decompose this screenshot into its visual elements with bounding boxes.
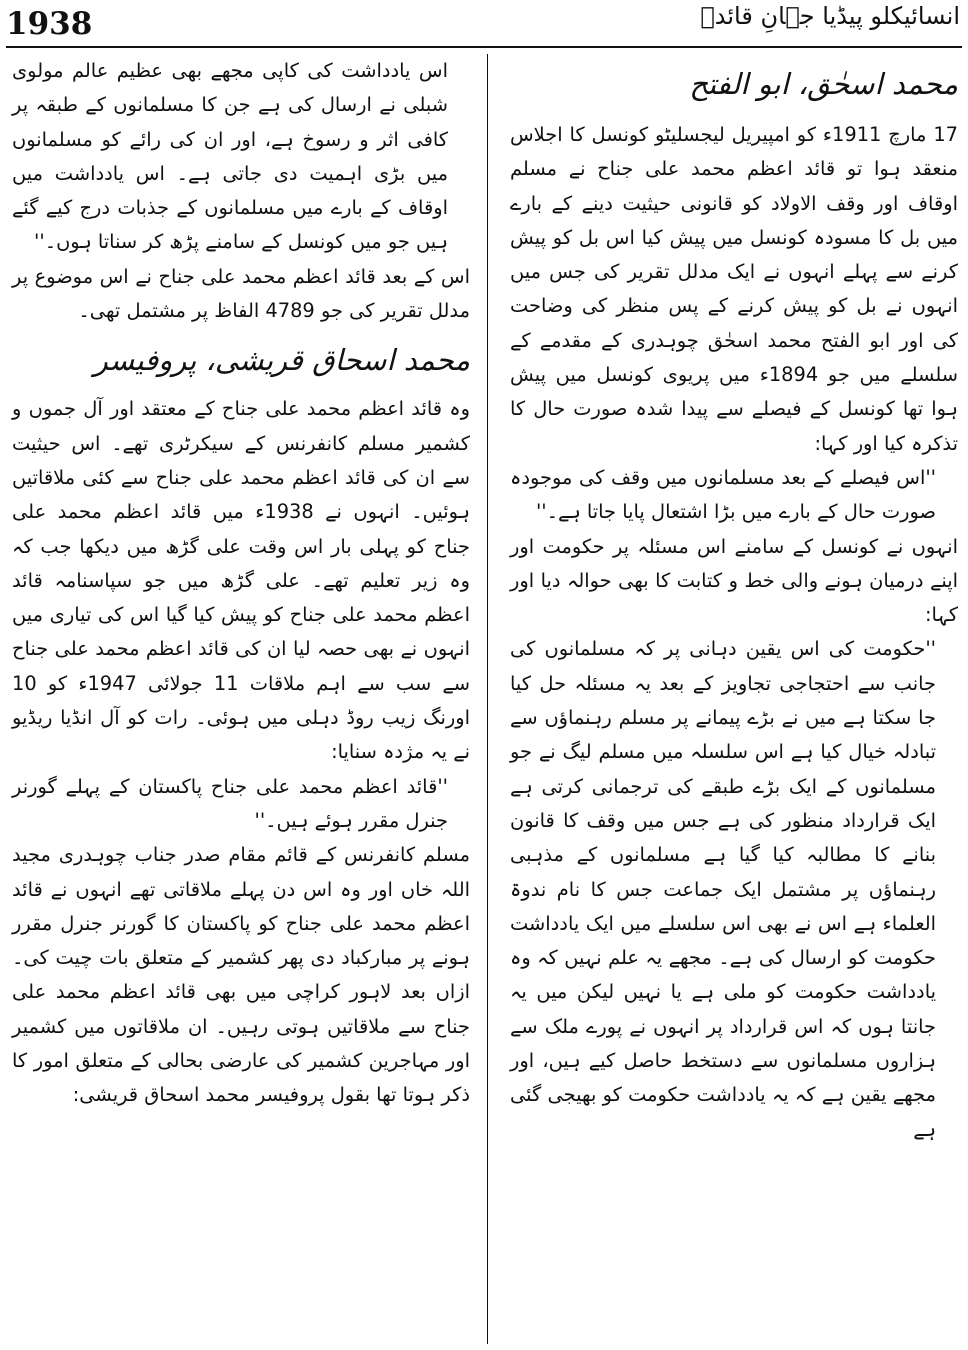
quotation: ''حکومت کی اس یقین دہانی پر کہ مسلمانوں کی جانب سے احتجاجی تجاویز کے بعد یہ مسئلہ حل کیا جا سکتا ہے میں نے بڑے پیمانے پر مسلم رہنماؤں سے تبادلہ خیال کیا ہے اس سلسلہ میں مسلم لیگ نے جو مسلمانوں کے ایک بڑے طبقے کی ترجمانی کرتی ہے ایک قرارداد منظور کی ہے جس میں وقف کا قانون بنانے کا مطالبہ کیا گیا ہے مسلمانوں کے مذہبی رہنماؤں پر مشتمل ایک جماعت جس کا نام ندوۃ العلماء ہے اس نے بھی اس سلسلے میں ایک یادداشت حکومت کو ارسال کی ہے۔ مجھے یہ علم نہیں کہ وہ یادداشت حکومت کو ملی ہے یا نہیں لیکن میں یہ جانتا ہوں کہ اس قرارداد پر انہوں نے پورے ملک سے ہزاروں مسلمانوں سے دستخط حاصل کیے ہیں، اور مجھے یقین ہے کہ یہ یادداشت حکومت کو بھیجی گئی ہے xyxy=(510,637,936,1141)
paragraph: مسلم کانفرنس کے قائم مقام صدر جناب چوہدری مجید اللہ خاں اور وہ اس دن پہلے ملاقاتی تھے انہوں نے قائد اعظم محمد علی جناح کو پاکستان کا گورنر جنرل مقرر ہونے پر مبارکباد دی پھر کشمیر کے متعلق بات چیت کی۔ ازاں بعد لاہور کراچی میں بھی قائد اعظم محمد علی جناح سے ملاقاتیں ہوتی رہیں۔ ان ملاقاتوں میں کشمیر اور مہاجرین کشمیر کی عارضی بحالی کے متعلق امور کا ذکر ہوتا تھا بقول پروفیسر محمد اسحاق قریشی: xyxy=(12,843,470,1107)
page-number: 1938 xyxy=(6,6,93,42)
header-rule xyxy=(6,46,962,48)
paragraph: 17 مارچ 1911ء کو امپیریل لیجسلیٹو کونسل کا اجلاس منعقد ہوا تو قائد اعظم محمد علی جناح نے مسلم اوقاف اور وقف الاولاد کو قانونی حیثیت دینے کے بارے میں بل کا مسودہ کونسل میں پیش کیا اس بل کو پیش کرنے سے پہلے انہوں نے ایک مدلل تقریر کی جس میں انہوں نے بل کو پیش کرنے کے پس منظر کی وضاحت کی اور ابو الفتح محمد اسحٰق چوہدری کے مقدمے کے سلسلے میں جو 1894ء میں پریوی کونسل میں پیش ہوا تھا کونسل کے فیصلے سے پیدا شدہ صورت حال کا تذکرہ کیا اور کہا: xyxy=(510,123,958,455)
column-divider xyxy=(487,54,488,1344)
quotation: ''اس فیصلے کے بعد مسلمانوں میں وقف کی موجودہ صورت حال کے بارے میں بڑا اشتعال پایا جاتا ہے۔'' xyxy=(510,465,936,524)
right-column xyxy=(510,54,958,1147)
running-title: انسائیکلو پیڈیا جہانِ قائدؒ xyxy=(700,2,960,30)
entry-heading: محمد اسحاق قریشی، پروفیسر xyxy=(93,343,470,378)
quotation: اس یادداشت کی کاپی مجھے بھی عظیم عالم مولوی شبلی نے ارسال کی ہے جن کا مسلمانوں کے طبقہ پر کافی اثر و رسوخ ہے، اور ان کی رائے کو مسلمانوں میں بڑی اہمیت دی جاتی ہے۔ اس یادداشت میں اوقاف کے بارے میں مسلمانوں کے جذبات درج کیے گئے ہیں جو میں کونسل کے سامنے پڑھ کر سناتا ہوں۔'' xyxy=(12,59,448,254)
page-header xyxy=(0,0,968,46)
quotation: ''قائد اعظم محمد علی جناح پاکستان کے پہلے گورنر جنرل مقرر ہوئے ہیں۔'' xyxy=(12,774,448,832)
paragraph: انہوں نے کونسل کے سامنے اس مسئلہ پر حکومت اور اپنے درمیان ہونے والی خط و کتابت کا بھی حوالہ دیا اور کہا: xyxy=(510,534,958,627)
entry-heading: محمد اسحٰق، ابو الفتح xyxy=(689,67,958,101)
paragraph: اس کے بعد قائد اعظم محمد علی جناح نے اس موضوع پر مدلل تقریر کی جو 4789 الفاظ پر مشتمل تھی۔ xyxy=(12,264,470,323)
left-column xyxy=(12,54,470,1113)
paragraph: وہ قائد اعظم محمد علی جناح کے معتقد اور آل جموں و کشمیر مسلم کانفرنس کے سیکرٹری تھے۔ اس حیثیت سے ان کی قائد اعظم محمد علی جناح سے کئی ملاقاتیں ہوئیں۔ انہوں نے 1938ء میں قائد اعظم محمد علی جناح کو پہلی بار اس وقت علی گڑھ میں دیکھا جب کہ وہ زیر تعلیم تھے۔ علی گڑھ میں جو سپاسنامہ قائد اعظم محمد علی جناح کو پیش کیا گیا اس کی تیاری میں انہوں نے بھی حصہ لیا ان کی قائد اعظم محمد علی جناح سے سب سے اہم ملاقات 11 جولائی 1947ء کو 10 اورنگ زیب روڈ دہلی میں ہوئی۔ رات کو آل انڈیا ریڈیو نے یہ مژدہ سنایا: xyxy=(12,397,470,764)
